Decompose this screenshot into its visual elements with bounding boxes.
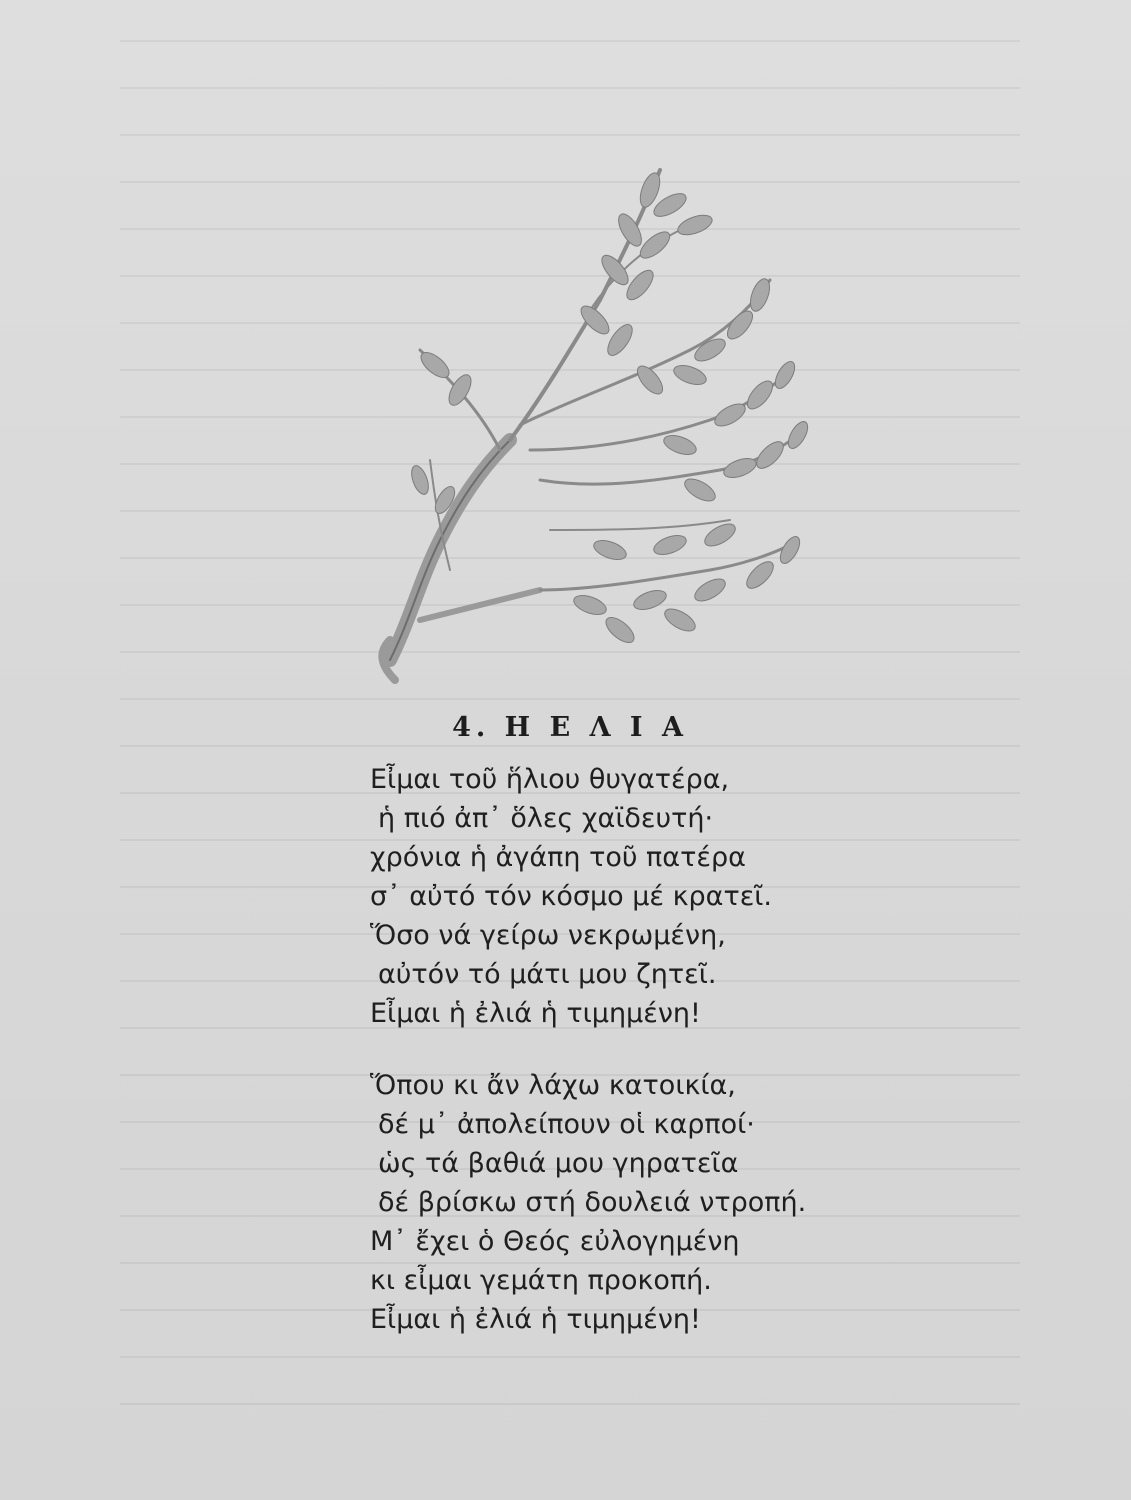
poem-line: Εἶμαι τοῦ ἥλιου θυγατέρα, [370, 764, 730, 795]
poem-line: σ᾽ αὐτό τόν κόσμο μέ κρατεῖ. [370, 881, 773, 912]
poem-line: Εἶμαι ἡ ἐλιά ἡ τιμημένη! [370, 1304, 701, 1335]
stanza [370, 1066, 890, 1339]
poem-line: χρόνια ἡ ἀγάπη τοῦ πατέρα [370, 842, 746, 873]
poem-line: Ὅσο νά γείρω νεκρωμένη, [370, 920, 726, 951]
poem-line: δέ μ᾽ ἀπολείπουν οἱ καρποί· [378, 1109, 755, 1140]
poem-line: δέ βρίσκω στή δουλειά ντροπή. [378, 1187, 807, 1218]
poem-line: Ὅπου κι ἄν λάχω κατοικία, [370, 1070, 736, 1101]
poem-line: Μ᾽ ἔχει ὁ Θεός εὐλογημένη [370, 1226, 740, 1257]
olive-branch-icon [350, 150, 820, 710]
poem-line: αὐτόν τό μάτι μου ζητεῖ. [378, 959, 717, 990]
stanza [370, 760, 890, 1033]
poem-title: 4. Η Ε Λ Ι Α [452, 712, 688, 743]
poem-line: ἡ πιό ἀπ᾽ ὅλες χαϊδευτή· [378, 803, 714, 834]
poem-body [370, 760, 890, 1339]
poem-line: ὡς τά βαθιά μου γηρατεῖα [378, 1148, 739, 1179]
poem-line: κι εἶμαι γεμάτη προκοπή. [370, 1265, 712, 1296]
poem-line: Εἶμαι ἡ ἐλιά ἡ τιμημένη! [370, 998, 701, 1029]
